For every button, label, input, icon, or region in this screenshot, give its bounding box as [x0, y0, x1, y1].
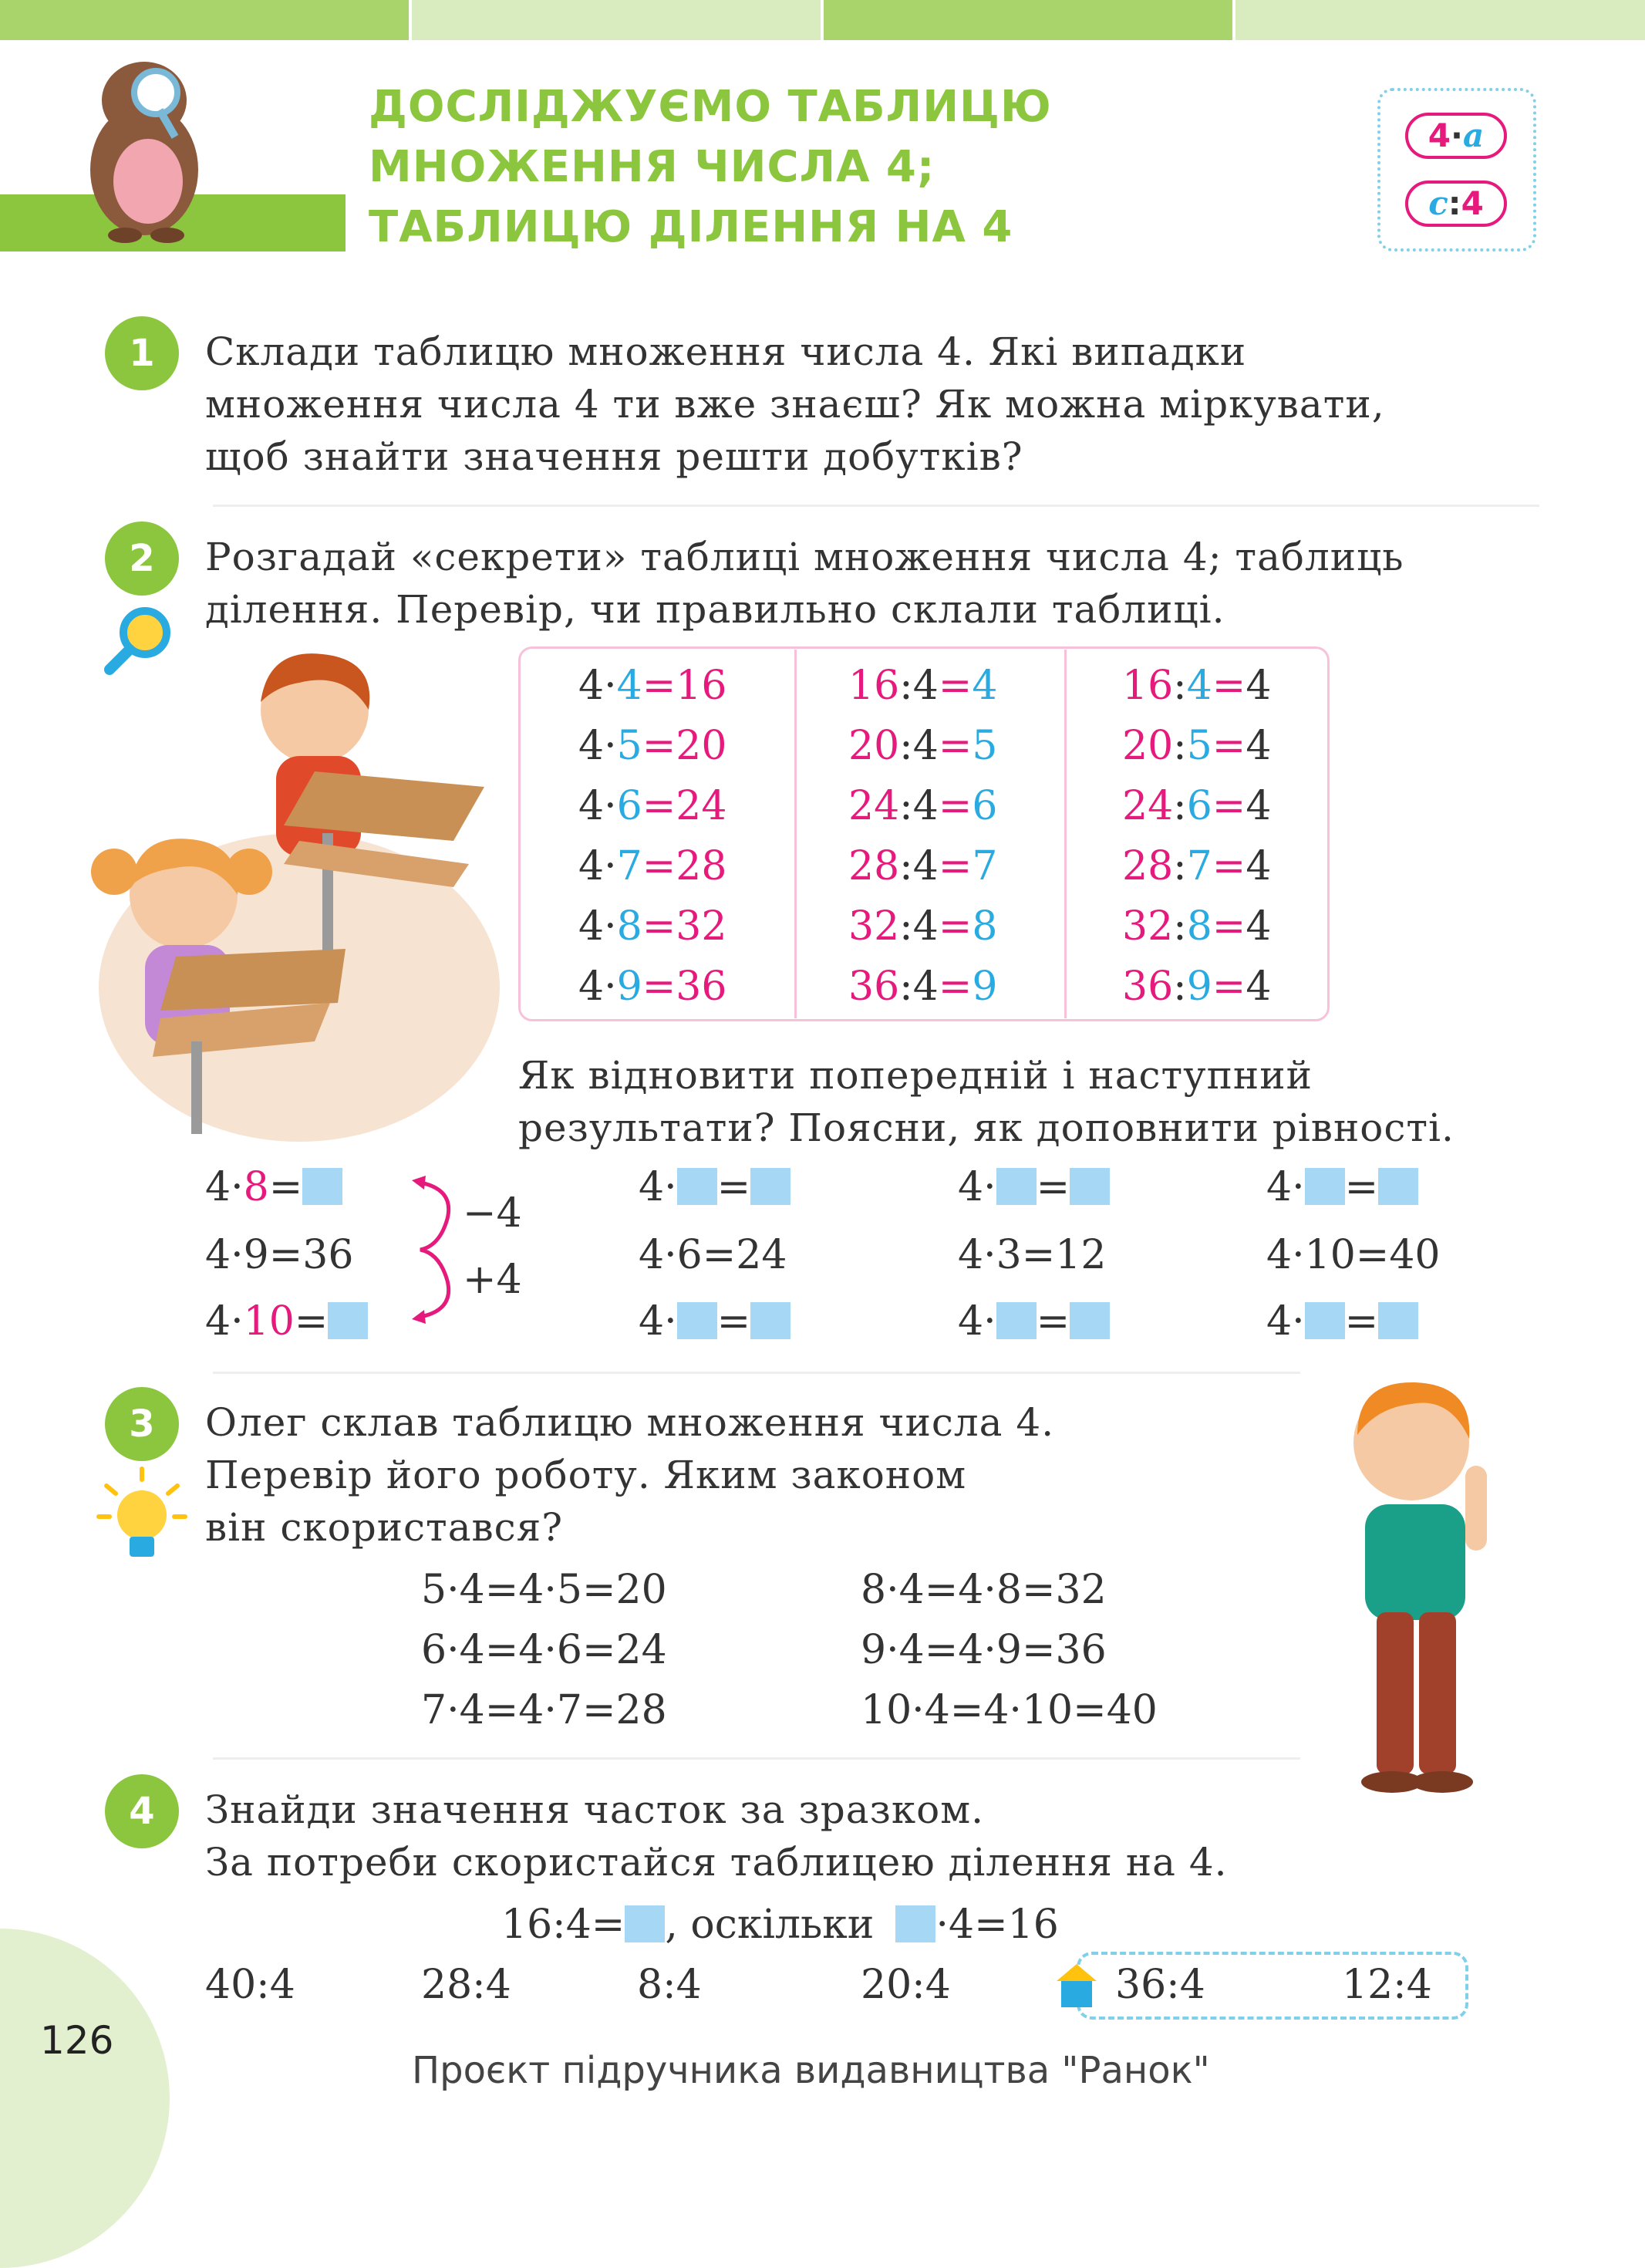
children-at-desks-illustration	[68, 640, 500, 1149]
div2-row: 20:5=4	[1122, 723, 1272, 769]
task4-item: 40:4	[205, 1962, 295, 2008]
page-title	[369, 77, 1052, 258]
mult-row: 4·9=36	[578, 964, 727, 1010]
task4-item: 36:4	[1115, 1962, 1205, 2008]
answer-blank[interactable]	[1305, 1168, 1345, 1205]
publisher-note: Проєкт підручника видавництва "Ранок"	[412, 2049, 1210, 2092]
div1-row: 24:4=6	[848, 783, 998, 829]
table-divider	[794, 650, 797, 1018]
badge-bottom	[1405, 181, 1507, 227]
task4-item: 12:4	[1342, 1962, 1432, 2008]
group-1-top: 4· =	[639, 1157, 790, 1217]
group-2-bottom: 4· =	[958, 1291, 1110, 1352]
answer-blank[interactable]	[750, 1168, 790, 1205]
boy-illustration	[1303, 1373, 1504, 1805]
mult-row: 4·7=28	[578, 843, 727, 889]
task4-item: 8:4	[637, 1962, 702, 2008]
mult-row: 4·8=32	[578, 903, 727, 950]
top-bar-4	[1235, 0, 1645, 40]
task2-line: Розгадай «секрети» таблиці множення числа 4; таблиць	[205, 535, 1404, 579]
group-3-middle: 4·10=40	[1266, 1232, 1441, 1278]
task4-item: 28:4	[421, 1962, 511, 2008]
capybara-mascot-icon	[71, 46, 210, 247]
answer-blank[interactable]	[677, 1302, 717, 1339]
div1-row: 36:4=9	[848, 964, 998, 1010]
mult-row: 4·4=16	[578, 663, 727, 709]
badge-bottom-b: 4	[1461, 184, 1484, 222]
table-divider	[1064, 650, 1067, 1018]
plus-four-label: +4	[463, 1257, 522, 1303]
task3-equation: 9·4=4·9=36	[861, 1627, 1107, 1673]
task3-line: він скористався?	[205, 1505, 564, 1550]
badge-top-dot: ·	[1451, 116, 1463, 154]
badge-top-b: a	[1462, 116, 1485, 154]
task3-equation: 8·4=4·8=32	[861, 1567, 1107, 1613]
task3-line: Олег склав таблицю множення числа 4.	[205, 1400, 1055, 1445]
task3-line: Перевір його роботу. Яким законом	[205, 1453, 967, 1497]
answer-blank[interactable]	[996, 1168, 1037, 1205]
div1-column	[848, 656, 997, 1017]
task2-number: 2	[105, 521, 179, 596]
task2-text	[205, 531, 1404, 636]
badge-bottom-colon: :	[1448, 184, 1461, 222]
answer-blank[interactable]	[895, 1905, 935, 1942]
task3-equation: 7·4=4·7=28	[421, 1687, 667, 1733]
div2-row: 36:9=4	[1122, 964, 1272, 1010]
title-line: ТАБЛИЦЮ ДІЛЕННЯ НА 4	[369, 202, 1013, 252]
answer-blank[interactable]	[1378, 1302, 1418, 1339]
answer-blank[interactable]	[328, 1302, 368, 1339]
div1-row: 16:4=4	[848, 663, 998, 709]
task1-line: Склади таблицю множення числа 4. Які випадки	[205, 329, 1247, 374]
answer-blank[interactable]	[1070, 1302, 1110, 1339]
answer-blank[interactable]	[1070, 1168, 1110, 1205]
answer-blank[interactable]	[1305, 1302, 1345, 1339]
answer-blank[interactable]	[302, 1168, 342, 1205]
page-number: 126	[40, 2018, 114, 2063]
divider	[213, 1372, 1300, 1374]
task2-line: ділення. Перевір, чи правильно склали таблиці.	[205, 587, 1225, 632]
answer-blank[interactable]	[625, 1905, 665, 1942]
div2-row: 32:8=4	[1122, 903, 1272, 950]
group-2-middle: 4·3=12	[958, 1232, 1107, 1278]
answer-blank[interactable]	[1378, 1168, 1418, 1205]
task3-left-column	[421, 1560, 667, 1740]
curly-arrows-icon	[409, 1173, 463, 1327]
div1-row: 28:4=7	[848, 843, 998, 889]
task2-question-line: Як відновити попередній і наступний	[518, 1053, 1313, 1098]
task1-line: щоб знайти значення решти добутків?	[205, 434, 1023, 479]
group-3-bottom: 4· =	[1266, 1291, 1418, 1352]
task4-sample: 16:4= , оскільки ·4=16	[501, 1902, 1059, 1948]
task4-line: За потреби скористайся таблицею ділення на 4.	[205, 1840, 1228, 1885]
div2-row: 28:7=4	[1122, 843, 1272, 889]
divider	[213, 505, 1539, 507]
answer-blank[interactable]	[750, 1302, 790, 1339]
task3-equation: 6·4=4·6=24	[421, 1627, 667, 1673]
task3-right-column	[861, 1560, 1158, 1740]
task3-number: 3	[105, 1387, 179, 1461]
badge-top	[1405, 113, 1507, 159]
title-line: МНОЖЕННЯ ЧИСЛА 4;	[369, 142, 935, 192]
mult-row: 4·6=24	[578, 783, 727, 829]
task2-question-line: результати? Поясни, як доповнити рівності.	[518, 1105, 1455, 1150]
div2-row: 24:6=4	[1122, 783, 1272, 829]
task4-line: Знайди значення часток за зразком.	[205, 1787, 985, 1832]
div2-column	[1122, 656, 1271, 1017]
page-corner	[0, 1929, 170, 2268]
task4-number: 4	[105, 1774, 179, 1848]
lightbulb-icon	[96, 1466, 188, 1566]
div1-row: 20:4=5	[848, 723, 998, 769]
task4-item: 20:4	[861, 1962, 951, 2008]
mult-row: 4·5=20	[578, 723, 727, 769]
task2-question	[518, 1049, 1455, 1154]
group-1-middle: 4·6=24	[639, 1232, 787, 1278]
example-row-1: 4·8=	[205, 1157, 342, 1217]
task3-equation: 5·4=4·5=20	[421, 1567, 667, 1613]
task4-text	[205, 1784, 1228, 1888]
divider	[213, 1757, 1300, 1760]
top-bar-2	[412, 0, 821, 40]
group-1-bottom: 4· =	[639, 1291, 790, 1352]
top-bar-3	[824, 0, 1232, 40]
answer-blank[interactable]	[996, 1302, 1037, 1339]
badge-top-a: 4	[1428, 116, 1451, 154]
task3-text	[205, 1396, 1054, 1554]
task3-equation: 10·4=4·10=40	[861, 1687, 1158, 1733]
group-3-top: 4· =	[1266, 1157, 1418, 1217]
task1-number: 1	[105, 316, 179, 390]
house-icon	[1055, 1963, 1098, 2009]
div1-row: 32:4=8	[848, 903, 998, 950]
mult-column	[578, 656, 726, 1017]
answer-blank[interactable]	[677, 1168, 717, 1205]
top-bar-1	[0, 0, 409, 40]
task1-text	[205, 326, 1385, 483]
minus-four-label: −4	[463, 1190, 522, 1237]
task1-line: множення числа 4 ти вже знаєш? Як можна міркувати,	[205, 382, 1385, 427]
group-2-top: 4· =	[958, 1157, 1110, 1217]
example-row-2: 4·9=36	[205, 1232, 354, 1278]
badge-bottom-a: c	[1428, 184, 1448, 222]
example-row-3: 4·10=	[205, 1291, 368, 1352]
title-line: ДОСЛІДЖУЄМО ТАБЛИЦЮ	[369, 82, 1052, 132]
div2-row: 16:4=4	[1122, 663, 1272, 709]
